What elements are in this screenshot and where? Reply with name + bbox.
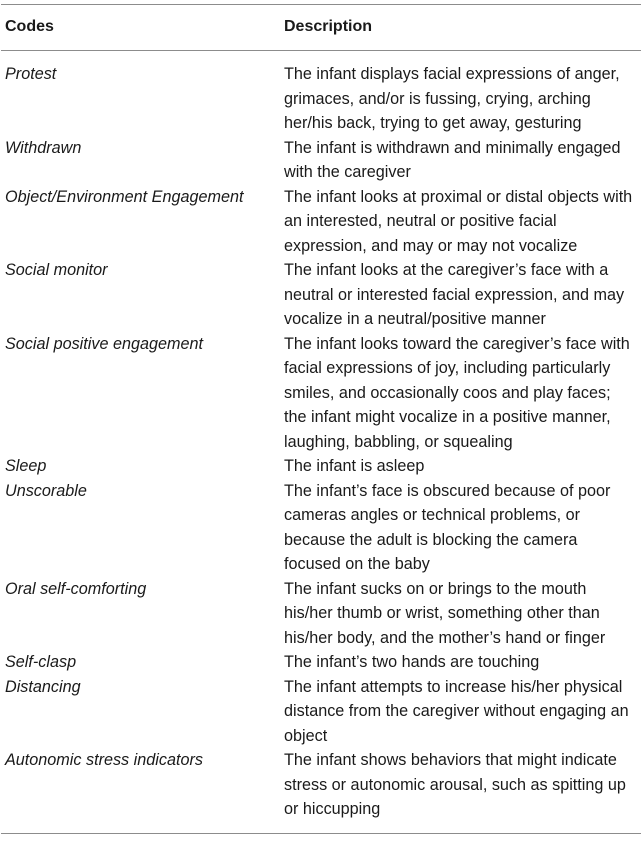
table-row: [1, 258, 641, 332]
description-cell: The infant looks at the caregiver’s face with a neutral or interested facial expression, and may vocalize in a neutral/positive manner: [284, 261, 625, 328]
code-cell: Distancing: [5, 677, 81, 696]
code-cell: Unscorable: [5, 481, 87, 500]
code-cell: Withdrawn: [5, 138, 82, 157]
table-row: [1, 332, 641, 455]
code-cell: Object/Environment Engagement: [5, 187, 244, 206]
table-header-row: [1, 5, 641, 50]
table-row: [1, 675, 641, 749]
header-codes: Codes: [5, 18, 54, 35]
header-description: Description: [284, 18, 373, 35]
description-cell: The infant attempts to increase his/her physical distance from the caregiver without engaging an object: [284, 677, 629, 745]
table-row: [1, 479, 641, 577]
code-cell: Social monitor: [5, 261, 108, 279]
table-row: [1, 51, 641, 136]
description-cell: The infant’s face is obscured because of poor cameras angles or technical problems, or because the adult is blocking the camera focused on the baby: [284, 481, 611, 573]
bottom-rule: [1, 833, 641, 834]
code-cell: Social positive engagement: [5, 334, 203, 353]
table-row: [1, 136, 641, 185]
description-cell: The infant is asleep: [284, 457, 425, 475]
codes-table: [1, 5, 641, 833]
table-row: [1, 748, 641, 833]
table-row: [1, 185, 641, 259]
description-cell: The infant displays facial expressions of anger, grimaces, and/or is fussing, crying, arching her/his back, trying to get away, gesturing: [284, 65, 620, 132]
code-cell: Protest: [5, 65, 57, 83]
code-cell: Sleep: [5, 457, 47, 475]
description-cell: The infant looks toward the caregiver’s face with facial expressions of joy, including particularly smiles, and occasionally coos and play faces; the infant might vocalize in a positive manner, laughing, babbling, or squealing: [284, 334, 630, 451]
description-cell: The infant’s two hands are touching: [284, 653, 540, 671]
code-cell: Oral self-comforting: [5, 579, 147, 598]
description-cell: The infant shows behaviors that might indicate stress or autonomic arousal, such as spitting up or hiccupping: [284, 751, 626, 818]
code-cell: Self-clasp: [5, 653, 77, 671]
code-cell: Autonomic stress indicators: [5, 751, 203, 769]
table-row: [1, 577, 641, 651]
table-row: [1, 454, 641, 479]
table-row: [1, 650, 641, 675]
description-cell: The infant sucks on or brings to the mouth his/her thumb or wrist, something other than his/her body, and the mother’s hand or finger: [284, 579, 606, 647]
description-cell: The infant is withdrawn and minimally engaged with the caregiver: [284, 138, 621, 181]
description-cell: The infant looks at proximal or distal objects with an interested, neutral or positive facial expression, and may or may not vocalize: [284, 187, 633, 255]
